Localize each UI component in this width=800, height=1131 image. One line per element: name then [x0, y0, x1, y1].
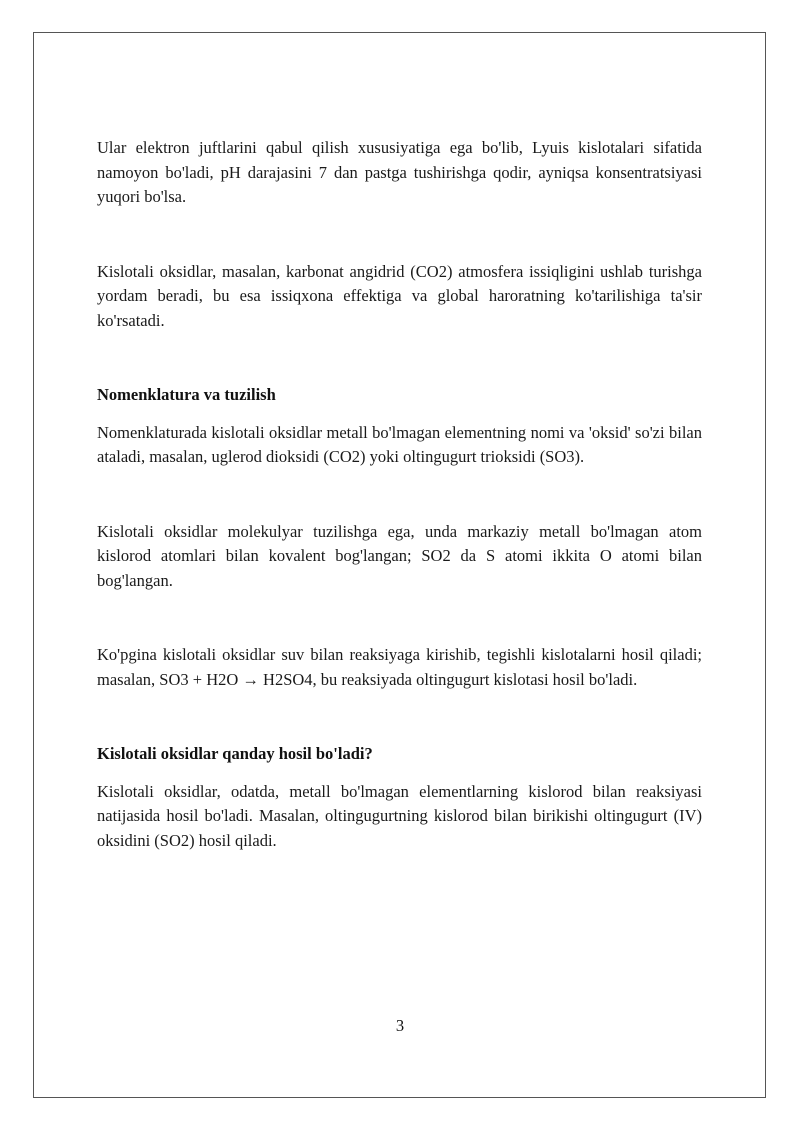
paragraph-greenhouse-effect: Kislotali oksidlar, masalan, karbonat angidrid (CO2) atmosfera issiqligini ushlab turishga yordam beradi, bu esa issiqxona effektiga va global haroratning ko'tarilishiga ta'sir ko'rsatadi.	[97, 261, 702, 330]
paragraph-nomenclature: Nomenklaturada kislotali oksidlar metall bo'lmagan elementning nomi va 'oksid' so'zi bilan ataladi, masalan, uglerod dioksidi (CO2) yoki oltingugurt trioksidi (SO3).	[97, 422, 702, 466]
section-heading-nomenclature: Nomenklatura va tuzilish	[97, 385, 276, 404]
paragraph-lewis-acids: Ular elektron juftlarini qabul qilish xususiyatiga ega bo'lib, Lyuis kislotalari sifatida namoyon bo'ladi, pH darajasini 7 dan pastga tushirishga qodir, ayniqsa konsentratsiyasi yuqori bo'lsa.	[97, 138, 702, 206]
document-body	[97, 136, 702, 853]
section-heading-formation: Kislotali oksidlar qanday hosil bo'ladi?	[97, 744, 373, 763]
paragraph-molecular-structure: Kislotali oksidlar molekulyar tuzilishga ega, unda markaziy metall bo'lmagan atom kislorod atomlari bilan kovalent bog'langan; SO2 da S atomi ikkita O atomi bilan bog'langan.	[97, 521, 702, 590]
page-number: 3	[395, 1016, 405, 1035]
paragraph-reaction-with-water: Ko'pgina kislotali oksidlar suv bilan reaksiyaga kirishib, tegishli kislotalarni hosil qiladi; masalan, SO3 + H2O → H2SO4, bu reaksiyada oltingugurt kislotasi hosil bo'ladi.	[97, 645, 702, 689]
paragraph-formation: Kislotali oksidlar, odatda, metall bo'lmagan elementlarning kislorod bilan reaksiyasi natijasida hosil bo'ladi. Masalan, oltingugurtning kislorod bilan birikishi oltingugurt (IV) oksidini (SO2) hosil qiladi.	[97, 781, 702, 850]
